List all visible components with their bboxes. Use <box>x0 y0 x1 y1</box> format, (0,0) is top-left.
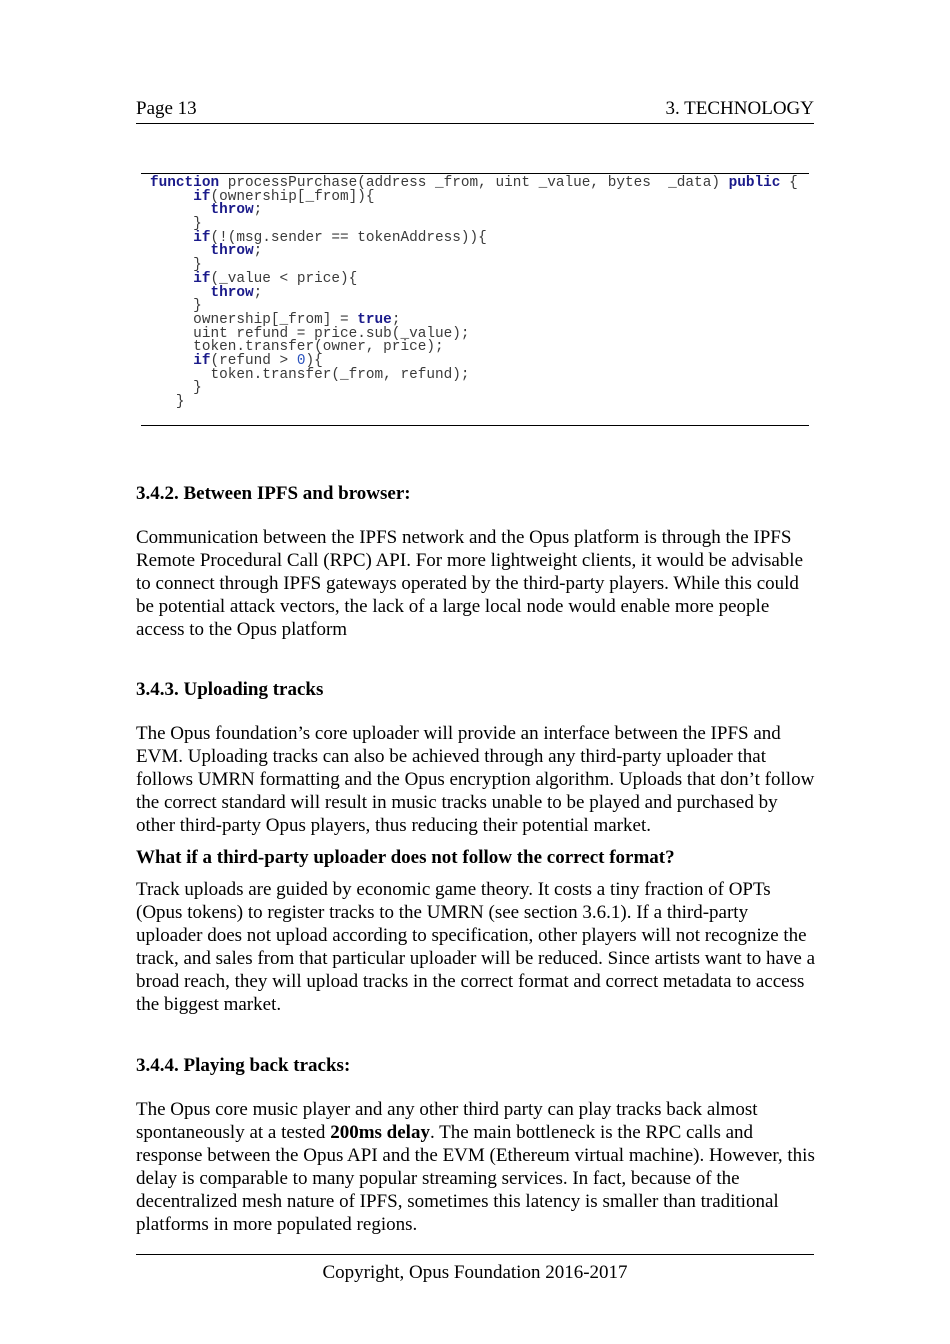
code-keyword: if <box>193 188 211 205</box>
code-line <box>150 204 870 218</box>
code-text: ){ <box>305 352 323 369</box>
code-bottom-rule <box>141 425 809 426</box>
emphasis-delay: 200ms delay <box>330 1121 430 1143</box>
code-text: uint refund = price.sub(_value); <box>150 325 470 342</box>
code-text: ; <box>391 311 401 328</box>
page-header <box>136 98 814 122</box>
faq-question: What if a third-party uploader does not follow the correct format? <box>136 847 675 868</box>
faq-answer: Track uploads are guided by economic game theory. It costs a tiny fraction of OPTs (Opus tokens) to register tracks to the UMRN (see section 3.6.1). If a third-party uploader does not upload according to specification, other players will not recognize the track, and sales from that particular uploader will be reduced. Since artists want to have a broad reach, they will upload tracks in the correct format and correct metadata to access the biggest market. <box>136 879 815 1015</box>
code-text: (_value < price){ <box>210 270 358 287</box>
code-top-rule <box>141 173 809 174</box>
code-text: } <box>150 216 202 233</box>
code-line <box>150 382 870 396</box>
code-text: ; <box>253 284 263 301</box>
section-body-3-4-2: Communication between the IPFS network and the Opus platform is through the IPFS Remote Procedural Call (RPC) API. For more lightweight clients, it would be advisable to connect through IPFS gateways operated by the third-party players. While this could be potential attack vectors, the lack of a large local node would enable more people access to the Opus platform <box>136 527 804 640</box>
code-line <box>150 396 870 410</box>
code-text: (refund > <box>210 352 297 369</box>
code-keyword: throw <box>210 202 254 219</box>
code-text: token.transfer(_from, refund); <box>150 366 470 383</box>
header-rule <box>136 123 814 124</box>
page-footer: Copyright, Opus Foundation 2016-2017 <box>322 1262 628 1283</box>
page-number: Page 13 <box>136 98 197 119</box>
code-keyword: function <box>150 175 220 191</box>
code-text: { <box>780 175 798 191</box>
footer-rule <box>136 1254 814 1255</box>
code-keyword: if <box>193 229 211 246</box>
section-heading-3-4-4: 3.4.4. Playing back tracks: <box>136 1055 351 1076</box>
code-text: token.transfer(owner, price); <box>150 339 444 356</box>
code-line <box>150 245 870 259</box>
code-text: } <box>150 257 202 274</box>
section-body-3-4-4 <box>136 1099 816 1236</box>
code-text: ; <box>253 202 263 219</box>
code-keyword: if <box>193 352 211 369</box>
section-heading-3-4-2: 3.4.2. Between IPFS and browser: <box>136 483 411 504</box>
body-text-continued: . The main bottleneck is the RPC calls and response between the Opus API and the EVM (Ethereum virtual machine). However, this delay is comparable to many popular streaming services. In fact, because of the decentralized mesh nature of IPFS, sometimes this latency is smaller than traditional platforms in more populated regions. <box>136 1121 815 1235</box>
code-text: (ownership[_from]){ <box>210 188 375 205</box>
code-text: ownership[_from] = <box>150 311 358 328</box>
section-heading-3-4-3: 3.4.3. Uploading tracks <box>136 679 324 700</box>
section-body-3-4-3: The Opus foundation’s core uploader will provide an interface between the IPFS and EVM. Uploading tracks can also be achieved through any third-party uploader that follows UMRN formatting and the Opus encryption algorithm. Uploads that don’t follow the correct standard will result in music tracks unable to be played and purchased by other third-party Opus players, thus reducing their potential market. <box>136 723 815 836</box>
code-listing <box>150 177 870 410</box>
chapter-title: 3. TECHNOLOGY <box>665 98 814 119</box>
code-keyword: public <box>728 175 781 191</box>
code-line <box>150 284 870 301</box>
body-text: The Opus core music player and any other third party can play tracks back almost spontaneously at a tested <box>136 1099 758 1143</box>
code-keyword: if <box>193 270 211 287</box>
code-line <box>150 366 870 383</box>
code-text: } <box>150 394 185 410</box>
code-text: } <box>150 380 202 397</box>
code-keyword: throw <box>210 243 254 260</box>
code-number: 0 <box>296 352 306 369</box>
code-keyword: true <box>357 311 392 328</box>
code-text: } <box>150 298 202 315</box>
code-keyword: throw <box>210 284 254 301</box>
code-text: processPurchase(address _from, uint _value, bytes _data) <box>219 175 729 191</box>
code-text: ; <box>253 243 263 260</box>
code-text: (!(msg.sender == tokenAddress)){ <box>210 229 487 246</box>
